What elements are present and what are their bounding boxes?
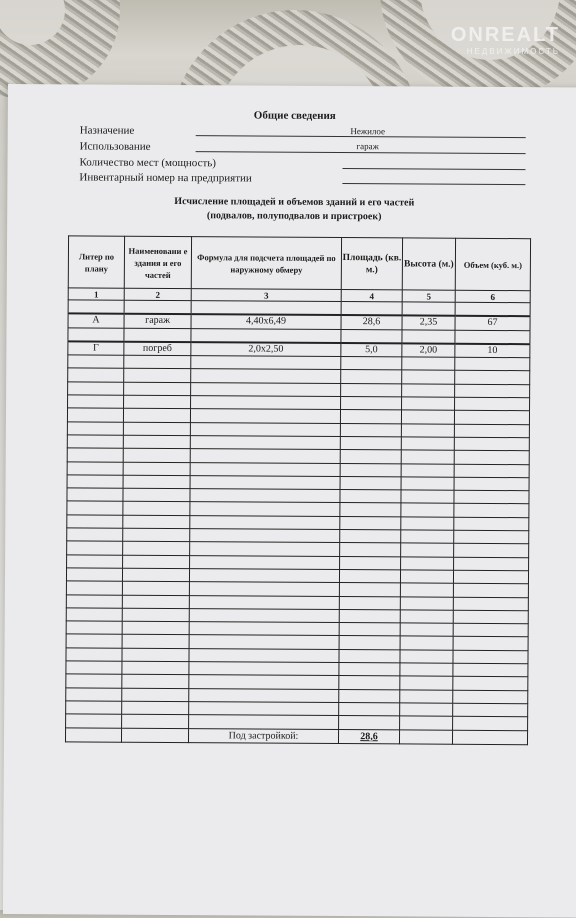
table-cell-empty [402, 357, 455, 371]
table-cell-empty [454, 411, 529, 425]
table-cell-empty [400, 663, 453, 677]
table-cell-empty [401, 490, 454, 504]
cell-area [341, 302, 402, 316]
footer-total-value: 28,6 [338, 729, 399, 743]
cell-area: 28,6 [341, 315, 402, 329]
table-cell-empty [124, 355, 191, 369]
table-cell-empty [454, 464, 529, 478]
table-cell-empty [66, 594, 122, 608]
table-cell-empty [454, 517, 529, 531]
cell-formula [191, 328, 341, 343]
table-cell-empty [123, 475, 190, 489]
table-cell-empty [191, 382, 341, 396]
table-cell-empty [189, 622, 339, 636]
table-cell-empty [123, 435, 190, 449]
cell-height: 2,00 [402, 343, 455, 357]
table-cell-empty [123, 462, 190, 476]
table-cell-empty [339, 583, 400, 597]
table-cell-empty [66, 568, 122, 582]
cell-letter: Г [68, 341, 124, 355]
field-label-capacity: Количество мест (мощность) [79, 156, 217, 170]
table-cell-empty [455, 357, 530, 371]
header-letter: Литер по плану [68, 236, 124, 288]
table-cell-empty [122, 648, 189, 662]
table-cell-empty [453, 637, 528, 651]
header-name: Наименовани е здания и его частей [124, 236, 191, 288]
table-cell-empty [67, 528, 123, 542]
table-cell-empty [189, 648, 339, 662]
document-sheet [3, 84, 576, 917]
table-cell-empty [122, 568, 189, 582]
table-cell-empty [190, 489, 340, 503]
table-cell-empty [455, 384, 530, 398]
table-cell-empty [68, 382, 124, 396]
table-cell-empty [67, 475, 123, 489]
table-cell-empty [339, 569, 400, 583]
table-cell-empty [123, 542, 190, 556]
table-cell-empty [340, 423, 401, 437]
table-cell-empty [401, 410, 454, 424]
table-cell-empty [190, 515, 340, 529]
table-cell-empty [68, 355, 124, 369]
table-cell-empty [401, 517, 454, 531]
table-cell-empty [453, 650, 528, 664]
table-cell-empty [66, 687, 122, 701]
table-cell-empty [123, 502, 190, 516]
cell-name: гараж [124, 314, 191, 328]
table-cell-empty [66, 661, 122, 675]
table-cell-empty [189, 715, 339, 729]
table-cell-empty [339, 596, 400, 610]
table-cell-empty [340, 503, 401, 517]
field-value-usage: гараж [356, 141, 379, 152]
table-cell-empty [401, 463, 454, 477]
table-cell-empty [66, 674, 122, 688]
table-cell-empty [67, 461, 123, 475]
table-cell-empty [339, 663, 400, 677]
table-cell-empty [122, 701, 189, 715]
table-cell-empty [123, 528, 190, 542]
table-cell-empty [122, 688, 189, 702]
table-cell-empty [189, 688, 339, 702]
table-cell-empty [190, 555, 340, 569]
table-cell-empty [66, 621, 122, 635]
footer-total-label: Под застройкой: [188, 728, 338, 743]
table-cell-empty [402, 370, 455, 384]
table-cell-empty [453, 610, 528, 624]
table-cell-empty [340, 450, 401, 464]
table-cell-empty [124, 382, 191, 396]
cell-volume: 67 [455, 316, 530, 330]
table-cell-empty [402, 397, 455, 411]
table-cell-empty [66, 648, 122, 662]
field-value-purpose: Нежилое [350, 126, 386, 137]
table-cell-empty [400, 610, 453, 624]
header-height: Высота (м.) [402, 238, 455, 290]
field-label-usage: Использование [79, 140, 151, 153]
column-number: 5 [402, 290, 455, 302]
table-cell-empty [191, 369, 341, 383]
field-label-purpose: Назначение [79, 124, 135, 137]
header-formula: Формула для подсчета площадей по наружному обмеру [191, 237, 341, 290]
footer-cell-empty [452, 730, 527, 744]
cell-letter [68, 300, 124, 314]
cell-name [124, 300, 191, 314]
table-cell-empty [122, 608, 189, 622]
table-cell-empty [402, 384, 455, 398]
table-cell-empty [454, 450, 529, 464]
cell-volume: 10 [455, 344, 530, 358]
field-label-inventory: Инвентарный номер на предприятии [79, 171, 252, 185]
cell-formula [191, 301, 341, 316]
header-volume: Объем (куб. м.) [455, 238, 530, 290]
table-cell-empty [401, 543, 454, 557]
table-cell-empty [340, 530, 401, 544]
table-cell-empty [453, 570, 528, 584]
table-cell-empty [400, 690, 453, 704]
table-cell-empty [189, 662, 339, 676]
table-cell-empty [454, 544, 529, 558]
table-cell-empty [400, 650, 453, 664]
table-cell-empty [123, 515, 190, 529]
cell-volume [455, 302, 530, 316]
table-cell-empty [189, 702, 339, 716]
area-volume-table [65, 235, 531, 744]
table-cell-empty [339, 702, 400, 716]
cell-height: 2,35 [402, 316, 455, 330]
table-cell-empty [190, 436, 340, 450]
table-cell-empty [400, 676, 453, 690]
table-cell-empty [454, 490, 529, 504]
table-cell-empty [401, 557, 454, 571]
table-cell-empty [453, 690, 528, 704]
table-cell-empty [122, 581, 189, 595]
cell-height [402, 330, 455, 344]
table-footer-row [65, 727, 527, 744]
table-cell-empty [454, 504, 529, 518]
table-cell-empty [339, 609, 400, 623]
table-cell-empty [453, 677, 528, 691]
table-cell-empty [453, 583, 528, 597]
table-title-line1: Исчисление площадей и объемов зданий и его частей [174, 196, 415, 209]
table-cell-empty [67, 448, 123, 462]
table-cell-empty [189, 608, 339, 622]
table-cell-empty [67, 555, 123, 569]
table-cell-empty [401, 450, 454, 464]
table-cell-empty [341, 357, 402, 371]
table-cell-empty [67, 435, 123, 449]
table-cell-empty [454, 437, 529, 451]
cell-name: погреб [124, 342, 191, 356]
table-cell-empty [401, 477, 454, 491]
table-cell-empty [401, 503, 454, 517]
table-cell-empty [340, 463, 401, 477]
table-cell-empty [124, 369, 191, 383]
table-cell-empty [66, 701, 122, 715]
column-number: 6 [455, 290, 530, 302]
table-cell-empty [67, 515, 123, 529]
table-cell-empty [400, 583, 453, 597]
field-line-usage [196, 151, 526, 154]
table-cell-empty [189, 675, 339, 689]
cell-formula: 4,40x6,49 [191, 314, 341, 329]
table-cell-empty [400, 623, 453, 637]
table-cell-empty [189, 595, 339, 609]
table-cell-empty [190, 449, 340, 463]
table-cell-empty [123, 488, 190, 502]
table-cell-empty [190, 475, 340, 489]
table-cell-empty [340, 556, 401, 570]
table-cell-empty [68, 395, 124, 409]
table-cell-empty [190, 542, 340, 556]
table-cell-empty [340, 410, 401, 424]
table-cell-empty [68, 368, 124, 382]
table-cell-empty [66, 608, 122, 622]
table-cell-empty [401, 424, 454, 438]
table-cell-empty [454, 530, 529, 544]
table-cell-empty [400, 703, 453, 717]
column-number: 4 [341, 290, 402, 302]
table-cell-empty [341, 397, 402, 411]
watermark-brand: ONREALT [450, 24, 560, 46]
table-cell-empty [123, 448, 190, 462]
table-cell-empty [400, 716, 453, 730]
table-cell-empty [189, 582, 339, 596]
table-cell-empty [400, 636, 453, 650]
table-cell-empty [453, 623, 528, 637]
table-cell-empty [340, 516, 401, 530]
table-cell-empty [122, 595, 189, 609]
table-cell-empty [67, 488, 123, 502]
cell-name [124, 328, 191, 342]
table-cell-empty [453, 597, 528, 611]
column-number: 3 [191, 289, 341, 302]
field-line-capacity [342, 168, 525, 170]
table-cell-empty [339, 689, 400, 703]
section-title: Общие сведения [253, 109, 336, 123]
table-cell-empty [339, 649, 400, 663]
table-cell-empty [191, 396, 341, 410]
cell-area [341, 329, 402, 343]
table-cell-empty [189, 635, 339, 649]
table-cell-empty [190, 462, 340, 476]
table-cell-empty [401, 437, 454, 451]
table-cell-empty [123, 555, 190, 569]
table-title-line2: (подвалов, полуподвалов и пристроек) [206, 210, 382, 223]
table-cell-empty [122, 661, 189, 675]
table-cell-empty [190, 502, 340, 516]
table-cell-empty [455, 371, 530, 385]
table-cell-empty [66, 634, 122, 648]
table-cell-empty [67, 408, 123, 422]
table-cell-empty [339, 623, 400, 637]
table-cell-empty [339, 676, 400, 690]
table-cell-empty [401, 530, 454, 544]
table-cell-empty [400, 570, 453, 584]
table-cell-empty [340, 476, 401, 490]
cell-letter: А [68, 314, 124, 328]
table-header-row [68, 236, 530, 291]
table-cell-empty [339, 716, 400, 730]
cell-letter [68, 327, 124, 341]
table-cell-empty [66, 714, 122, 728]
watermark [451, 24, 560, 56]
table-cell-empty [341, 383, 402, 397]
table-cell-empty [122, 714, 189, 728]
footer-cell-empty [399, 729, 452, 743]
watermark-tagline: НЕДВИЖИМОСТЬ [466, 47, 560, 56]
footer-cell-empty [65, 727, 121, 741]
table-cell-empty [190, 529, 340, 543]
table-cell-empty [454, 557, 529, 571]
footer-cell-empty [121, 728, 188, 742]
header-area: Площадь (кв. м.) [341, 238, 402, 290]
field-line-inventory [342, 183, 525, 185]
cell-volume [455, 330, 530, 344]
table-cell-empty [455, 397, 530, 411]
table-cell-empty [67, 501, 123, 515]
table-cell-empty [340, 437, 401, 451]
table-cell-empty [123, 422, 190, 436]
table-cell-empty [339, 636, 400, 650]
table-cell-empty [340, 490, 401, 504]
table-cell-empty [189, 569, 339, 583]
column-number: 2 [124, 288, 191, 300]
table-cell-empty [453, 663, 528, 677]
table-cell-empty [67, 422, 123, 436]
cell-area: 5,0 [341, 343, 402, 357]
table-cell-empty [122, 675, 189, 689]
column-number: 1 [68, 288, 124, 300]
table-cell-empty [67, 541, 123, 555]
table-cell-empty [190, 409, 340, 423]
table-cell-empty [191, 356, 341, 370]
table-cell-empty [122, 621, 189, 635]
cell-height [402, 302, 455, 316]
table-cell-empty [453, 703, 528, 717]
table-cell-empty [124, 395, 191, 409]
table-cell-empty [340, 543, 401, 557]
cell-formula: 2,0x2,50 [191, 342, 341, 357]
table-cell-empty [66, 581, 122, 595]
table-cell-empty [341, 370, 402, 384]
table-cell-empty [123, 409, 190, 423]
table-cell-empty [122, 635, 189, 649]
table-cell-empty [400, 596, 453, 610]
table-cell-empty [454, 477, 529, 491]
table-cell-empty [454, 424, 529, 438]
table-cell-empty [453, 716, 528, 730]
table-cell-empty [190, 422, 340, 436]
